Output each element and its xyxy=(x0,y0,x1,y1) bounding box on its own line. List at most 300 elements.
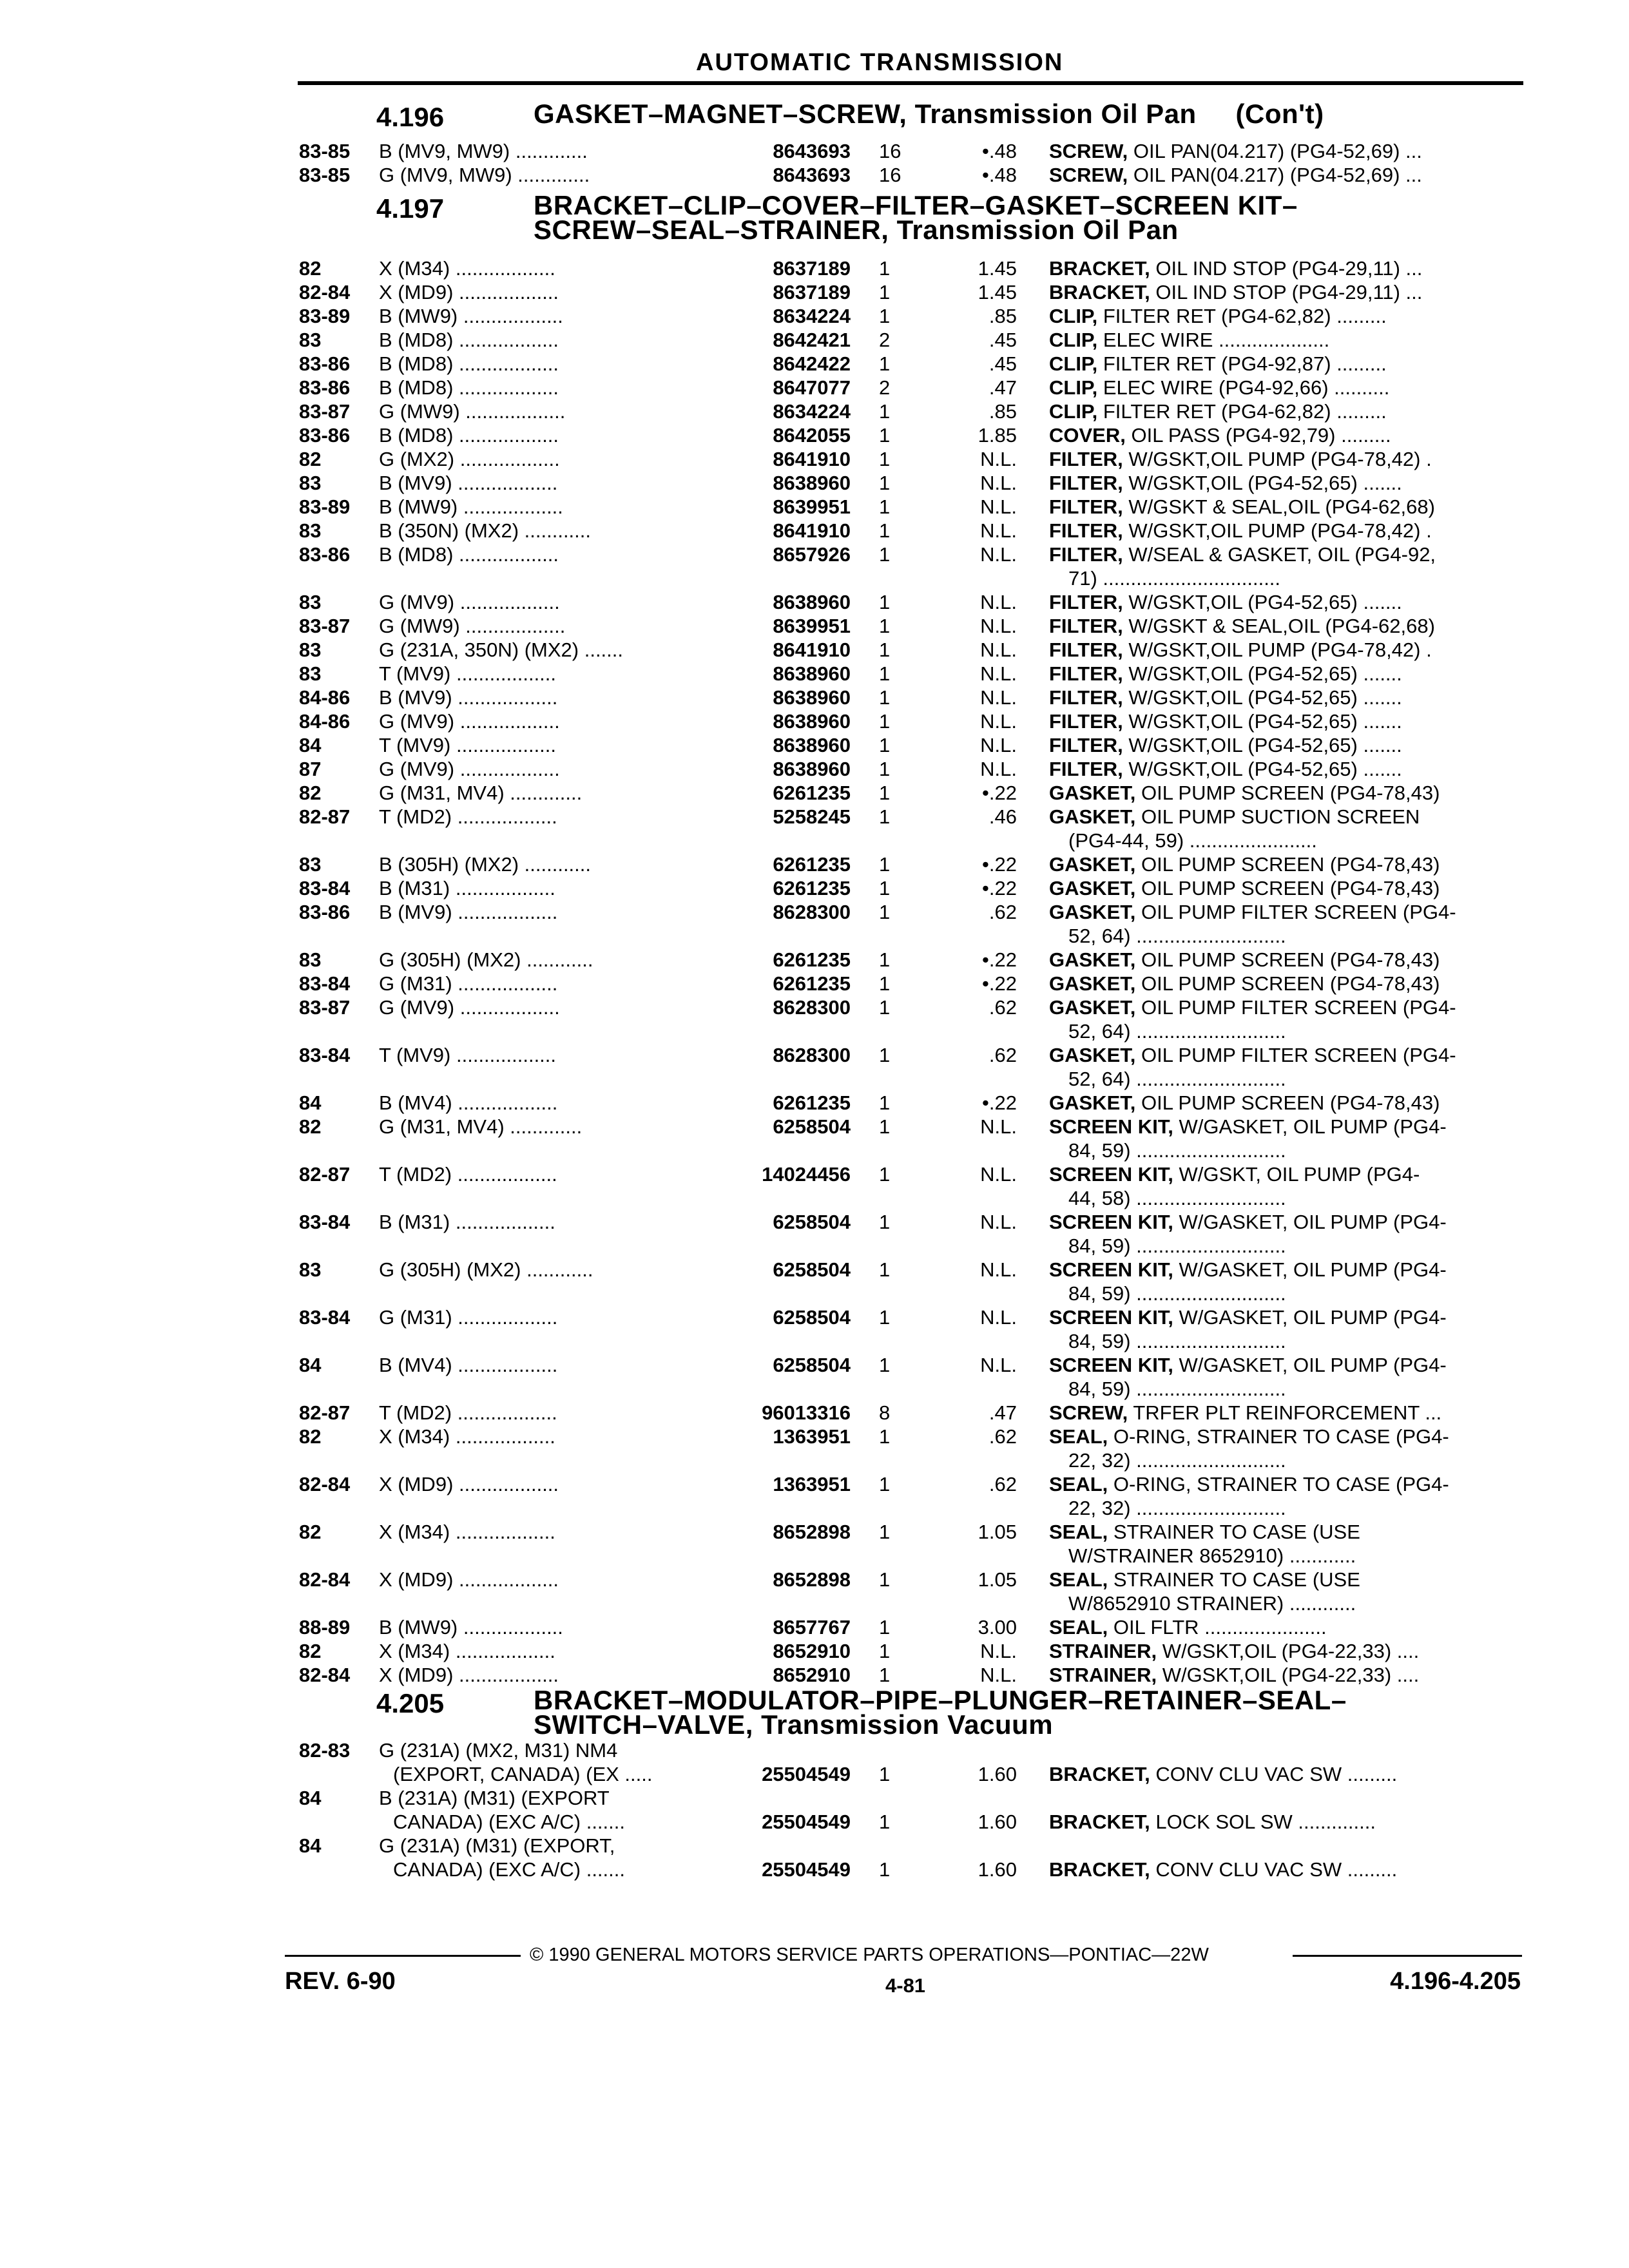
price: .47 xyxy=(988,376,1017,399)
parts-row xyxy=(0,900,1629,924)
quantity: 1 xyxy=(879,615,891,637)
footer-copyright: © 1990 GENERAL MOTORS SERVICE PARTS OPERATIONS—PONTIAC—22W xyxy=(530,1945,1209,1965)
description-continuation-text: 84, 59) ........................... xyxy=(1068,1235,1286,1257)
parts-row-continuation xyxy=(0,1810,1629,1834)
description xyxy=(1049,1258,1447,1282)
parts-row xyxy=(0,1401,1629,1425)
application: G (MV9, MW9) ............. xyxy=(379,164,590,186)
parts-row xyxy=(0,1615,1629,1639)
parts-row xyxy=(0,304,1629,328)
parts-row xyxy=(0,519,1629,543)
price: N.L. xyxy=(980,1306,1017,1329)
model-years: 82 xyxy=(299,1115,322,1138)
description-detail: TRFER PLT REINFORCEMENT ... xyxy=(1128,1401,1442,1424)
description-detail: OIL PUMP SCREEN (PG4-78,43) xyxy=(1135,972,1440,995)
section-number: 4.196 xyxy=(376,102,445,132)
quantity: 1 xyxy=(879,1858,891,1881)
description-name: CLIP, xyxy=(1049,400,1098,423)
parts-row xyxy=(0,590,1629,614)
description-continuation-text: 84, 59) ........................... xyxy=(1068,1330,1286,1352)
description xyxy=(1049,709,1402,733)
description-name: FILTER, xyxy=(1049,758,1123,780)
description-continuation xyxy=(0,1234,1629,1258)
description-detail: W/GSKT,OIL (PG4-52,65) ....... xyxy=(1123,591,1402,613)
price: N.L. xyxy=(980,1115,1017,1138)
description-name: FILTER, xyxy=(1049,543,1123,566)
model-years: 83-84 xyxy=(299,1211,351,1233)
price: N.L. xyxy=(980,1664,1017,1686)
quantity: 1 xyxy=(879,1211,891,1233)
application: G (M31) .................. xyxy=(379,1306,558,1329)
description-name: GASKET, xyxy=(1049,948,1136,971)
price: .45 xyxy=(988,352,1017,375)
description-continuation-text: 84, 59) ........................... xyxy=(1068,1139,1286,1162)
part-number: 6258504 xyxy=(773,1115,851,1138)
parts-row xyxy=(0,733,1629,757)
part-number: 8642422 xyxy=(773,352,851,375)
description xyxy=(1049,163,1422,187)
description-name: GASKET, xyxy=(1049,901,1136,923)
part-number: 96013316 xyxy=(762,1401,851,1424)
parts-row xyxy=(0,1786,1629,1810)
description-name: FILTER, xyxy=(1049,686,1123,709)
price: N.L. xyxy=(980,639,1017,661)
description xyxy=(1049,995,1456,1019)
parts-row xyxy=(0,1738,1629,1762)
description xyxy=(1049,1858,1397,1881)
quantity: 1 xyxy=(879,1044,891,1066)
quantity: 1 xyxy=(879,805,891,828)
application: B (MW9) .................. xyxy=(379,305,563,327)
application: B (MW9) .................. xyxy=(379,495,563,518)
quantity: 1 xyxy=(879,1811,891,1833)
description-continuation-text: 44, 58) ........................... xyxy=(1068,1187,1286,1209)
parts-row xyxy=(0,709,1629,733)
application: X (MD9) .................. xyxy=(379,1568,559,1591)
parts-row xyxy=(0,948,1629,972)
part-number: 6261235 xyxy=(773,853,851,876)
parts-row xyxy=(0,781,1629,805)
application: B (MD8) .................. xyxy=(379,329,559,351)
parts-row xyxy=(0,1305,1629,1329)
description-detail: ELEC WIRE .................... xyxy=(1097,329,1330,351)
application: T (MD2) .................. xyxy=(379,1163,557,1186)
price: N.L. xyxy=(980,1258,1017,1281)
application: T (MD2) .................. xyxy=(379,1401,557,1424)
application: B (MV4) .................. xyxy=(379,1091,558,1114)
description-detail: W/GSKT,OIL (PG4-52,65) ....... xyxy=(1123,734,1402,756)
description xyxy=(1049,733,1402,757)
section-number: 4.205 xyxy=(376,1688,445,1718)
description-detail: OIL IND STOP (PG4-29,11) ... xyxy=(1150,257,1423,280)
part-number: 6261235 xyxy=(773,948,851,971)
description-detail: OIL PUMP SCREEN (PG4-78,43) xyxy=(1135,782,1440,804)
part-number: 1363951 xyxy=(773,1425,851,1448)
description-continuation xyxy=(0,1591,1629,1615)
parts-row xyxy=(0,1043,1629,1067)
application: B (MD8) .................. xyxy=(379,424,559,447)
part-number: 8634224 xyxy=(773,400,851,423)
description-detail: FILTER RET (PG4-62,82) ......... xyxy=(1097,400,1387,423)
description-detail: OIL FLTR ...................... xyxy=(1108,1616,1327,1639)
quantity: 1 xyxy=(879,400,891,423)
description-continuation xyxy=(0,1186,1629,1210)
description xyxy=(1049,471,1402,495)
description-continuation-text: 22, 32) ........................... xyxy=(1068,1449,1286,1472)
parts-row xyxy=(0,1091,1629,1115)
quantity: 1 xyxy=(879,948,891,971)
description-continuation xyxy=(0,924,1629,948)
description-detail: LOCK SOL SW .............. xyxy=(1150,1811,1376,1833)
quantity: 1 xyxy=(879,662,891,685)
parts-row xyxy=(0,1520,1629,1544)
quantity: 8 xyxy=(879,1401,891,1424)
application: G (M31, MV4) ............. xyxy=(379,1115,583,1138)
quantity: 1 xyxy=(879,877,891,899)
part-number: 8628300 xyxy=(773,901,851,923)
price: •.22 xyxy=(982,948,1017,971)
description-name: SCREW, xyxy=(1049,140,1128,162)
model-years: 84-86 xyxy=(299,686,351,709)
quantity: 1 xyxy=(879,472,891,494)
application: B (MD8) .................. xyxy=(379,376,559,399)
quantity: 1 xyxy=(879,1521,891,1543)
description-detail: OIL PAN(04.217) (PG4-52,69) ... xyxy=(1128,140,1422,162)
description-continuation xyxy=(0,1019,1629,1043)
description xyxy=(1049,590,1402,614)
description-name: SCREEN KIT, xyxy=(1049,1258,1173,1281)
quantity: 1 xyxy=(879,639,891,661)
part-number: 8641910 xyxy=(773,519,851,542)
quantity: 1 xyxy=(879,734,891,756)
part-number: 25504549 xyxy=(762,1858,851,1881)
description-detail: OIL PUMP SCREEN (PG4-78,43) xyxy=(1135,948,1440,971)
price: 1.60 xyxy=(978,1763,1017,1785)
application: G (MW9) .................. xyxy=(379,400,566,423)
description-continuation-text: 52, 64) ........................... xyxy=(1068,1020,1286,1043)
application: B (MD8) .................. xyxy=(379,352,559,375)
quantity: 1 xyxy=(879,1354,891,1376)
part-number: 5258245 xyxy=(773,805,851,828)
model-years: 83-86 xyxy=(299,543,351,566)
application: B (305H) (MX2) ............ xyxy=(379,853,592,876)
description-name: GASKET, xyxy=(1049,972,1136,995)
price: .62 xyxy=(988,901,1017,923)
parts-row xyxy=(0,1472,1629,1496)
part-number: 8639951 xyxy=(773,495,851,518)
description-detail: OIL PUMP SUCTION SCREEN xyxy=(1135,805,1420,828)
parts-row xyxy=(0,280,1629,304)
part-number: 8628300 xyxy=(773,996,851,1019)
description-name: GASKET, xyxy=(1049,805,1136,828)
description xyxy=(1049,543,1436,566)
description xyxy=(1049,805,1420,829)
model-years: 84 xyxy=(299,1091,322,1114)
quantity: 1 xyxy=(879,257,891,280)
description-detail: O-RING, STRAINER TO CASE (PG4- xyxy=(1108,1425,1449,1448)
price: .45 xyxy=(988,329,1017,351)
model-years: 82 xyxy=(299,448,322,470)
part-number: 8643693 xyxy=(773,164,851,186)
price: .85 xyxy=(988,305,1017,327)
price: •.22 xyxy=(982,877,1017,899)
description-detail: W/GSKT,OIL (PG4-52,65) ....... xyxy=(1123,472,1402,494)
part-number: 8638960 xyxy=(773,591,851,613)
section-title: BRACKET–CLIP–COVER–FILTER–GASKET–SCREEN KIT– xyxy=(534,190,1298,220)
description-detail: OIL PUMP FILTER SCREEN (PG4- xyxy=(1135,1044,1456,1066)
quantity: 1 xyxy=(879,686,891,709)
model-years: 82-84 xyxy=(299,281,351,303)
description xyxy=(1049,1425,1449,1448)
model-years: 82-84 xyxy=(299,1568,351,1591)
part-number: 8638960 xyxy=(773,472,851,494)
quantity: 1 xyxy=(879,519,891,542)
description-detail: ELEC WIRE (PG4-92,66) .......... xyxy=(1097,376,1390,399)
description-name: GASKET, xyxy=(1049,1044,1136,1066)
description-detail: CONV CLU VAC SW ......... xyxy=(1150,1763,1398,1785)
price: 1.05 xyxy=(978,1521,1017,1543)
quantity: 1 xyxy=(879,996,891,1019)
description xyxy=(1049,1043,1456,1067)
parts-row xyxy=(0,495,1629,519)
application: B (MV9) .................. xyxy=(379,472,558,494)
part-number: 8652898 xyxy=(773,1521,851,1543)
part-number: 14024456 xyxy=(762,1163,851,1186)
application-continuation: CANADA) (EXC A/C) ....... xyxy=(393,1811,625,1833)
model-years: 83-89 xyxy=(299,495,351,518)
description xyxy=(1049,139,1422,163)
part-number: 8638960 xyxy=(773,710,851,733)
part-number: 8638960 xyxy=(773,758,851,780)
description xyxy=(1049,876,1440,900)
price: N.L. xyxy=(980,1211,1017,1233)
application: X (M34) .................. xyxy=(379,1521,555,1543)
parts-row xyxy=(0,471,1629,495)
description-name: FILTER, xyxy=(1049,519,1123,542)
part-number: 25504549 xyxy=(762,1811,851,1833)
description-detail: OIL IND STOP (PG4-29,11) ... xyxy=(1150,281,1423,303)
application: G (M31) .................. xyxy=(379,972,558,995)
model-years: 82-87 xyxy=(299,1163,351,1186)
application: X (MD9) .................. xyxy=(379,1473,559,1495)
part-number: 6261235 xyxy=(773,782,851,804)
model-years: 83 xyxy=(299,472,322,494)
description-name: FILTER, xyxy=(1049,734,1123,756)
model-years: 82-84 xyxy=(299,1664,351,1686)
description xyxy=(1049,614,1435,638)
quantity: 1 xyxy=(879,901,891,923)
price: •.22 xyxy=(982,782,1017,804)
model-years: 83 xyxy=(299,662,322,685)
application-continuation: (EXPORT, CANADA) (EX ..... xyxy=(393,1763,653,1785)
description-continuation xyxy=(0,1496,1629,1520)
part-number: 8657926 xyxy=(773,543,851,566)
price: N.L. xyxy=(980,543,1017,566)
parts-row xyxy=(0,614,1629,638)
price: 1.60 xyxy=(978,1811,1017,1833)
parts-row xyxy=(0,662,1629,686)
price: N.L. xyxy=(980,1163,1017,1186)
quantity: 1 xyxy=(879,352,891,375)
description-name: SCREW, xyxy=(1049,164,1128,186)
description xyxy=(1049,352,1387,376)
description-continuation xyxy=(0,566,1629,590)
parts-row xyxy=(0,638,1629,662)
quantity: 1 xyxy=(879,1306,891,1329)
parts-row-continuation xyxy=(0,1762,1629,1786)
model-years: 83 xyxy=(299,519,322,542)
parts-row xyxy=(0,543,1629,566)
quantity: 1 xyxy=(879,710,891,733)
model-years: 83 xyxy=(299,853,322,876)
price: N.L. xyxy=(980,615,1017,637)
model-years: 84-86 xyxy=(299,710,351,733)
description xyxy=(1049,399,1387,423)
description xyxy=(1049,304,1387,328)
description-detail: OIL PUMP SCREEN (PG4-78,43) xyxy=(1135,877,1440,899)
parts-row xyxy=(0,1115,1629,1139)
description xyxy=(1049,948,1440,972)
description-detail: W/GASKET, OIL PUMP (PG4- xyxy=(1173,1306,1447,1329)
quantity: 1 xyxy=(879,281,891,303)
description xyxy=(1049,519,1432,543)
model-years: 83-86 xyxy=(299,376,351,399)
model-years: 83 xyxy=(299,591,322,613)
parts-row xyxy=(0,352,1629,376)
price: N.L. xyxy=(980,758,1017,780)
description-detail: STRAINER TO CASE (USE xyxy=(1108,1521,1360,1543)
quantity: 2 xyxy=(879,329,891,351)
description-name: GASKET, xyxy=(1049,996,1136,1019)
description xyxy=(1049,757,1402,781)
footer-rule-right xyxy=(1293,1955,1522,1957)
model-years: 83-85 xyxy=(299,164,351,186)
model-years: 82-87 xyxy=(299,1401,351,1424)
description-continuation-text: 71) ................................ xyxy=(1068,567,1281,590)
description-detail: W/GSKT,OIL (PG4-52,65) ....... xyxy=(1123,686,1402,709)
model-years: 83 xyxy=(299,1258,322,1281)
model-years: 82-87 xyxy=(299,805,351,828)
parts-row xyxy=(0,1834,1629,1858)
part-number: 6261235 xyxy=(773,972,851,995)
parts-row xyxy=(0,995,1629,1019)
footer-revision: REV. 6-90 xyxy=(285,1968,396,1995)
part-number: 8637189 xyxy=(773,281,851,303)
description xyxy=(1049,1520,1360,1544)
quantity: 1 xyxy=(879,1616,891,1639)
quantity: 1 xyxy=(879,591,891,613)
parts-row xyxy=(0,423,1629,447)
application: X (MD9) .................. xyxy=(379,281,559,303)
model-years: 84 xyxy=(299,1834,322,1857)
section-number: 4.197 xyxy=(376,193,445,224)
application: G (MW9) .................. xyxy=(379,615,566,637)
description-continuation-text: 84, 59) ........................... xyxy=(1068,1282,1286,1305)
description-detail: W/GASKET, OIL PUMP (PG4- xyxy=(1173,1258,1447,1281)
model-years: 83 xyxy=(299,639,322,661)
price: 1.60 xyxy=(978,1858,1017,1881)
part-number: 6258504 xyxy=(773,1306,851,1329)
description xyxy=(1049,1401,1441,1425)
quantity: 1 xyxy=(879,1091,891,1114)
description-name: SCREEN KIT, xyxy=(1049,1306,1173,1329)
price: •.48 xyxy=(982,164,1017,186)
application: B (MD8) .................. xyxy=(379,543,559,566)
quantity: 1 xyxy=(879,305,891,327)
parts-row xyxy=(0,1258,1629,1282)
quantity: 1 xyxy=(879,1115,891,1138)
parts-row xyxy=(0,876,1629,900)
description-detail: W/GSKT,OIL (PG4-52,65) ....... xyxy=(1123,710,1402,733)
price: N.L. xyxy=(980,448,1017,470)
description-name: CLIP, xyxy=(1049,376,1098,399)
description-name: CLIP, xyxy=(1049,305,1098,327)
description-continuation-text: 22, 32) ........................... xyxy=(1068,1497,1286,1519)
description-name: BRACKET, xyxy=(1049,257,1150,280)
description-name: SCREW, xyxy=(1049,1401,1128,1424)
description-name: SCREEN KIT, xyxy=(1049,1354,1173,1376)
model-years: 82-84 xyxy=(299,1473,351,1495)
description-detail: W/GSKT,OIL PUMP (PG4-78,42) . xyxy=(1123,519,1432,542)
model-years: 83-85 xyxy=(299,140,351,162)
model-years: 83-84 xyxy=(299,877,351,899)
description-name: BRACKET, xyxy=(1049,281,1150,303)
parts-row xyxy=(0,1663,1629,1687)
model-years: 83-84 xyxy=(299,972,351,995)
description-continuation xyxy=(0,1377,1629,1401)
parts-row xyxy=(0,447,1629,471)
parts-row xyxy=(0,376,1629,399)
price: •.22 xyxy=(982,853,1017,876)
description-name: CLIP, xyxy=(1049,329,1098,351)
quantity: 16 xyxy=(879,164,901,186)
price: N.L. xyxy=(980,1354,1017,1376)
quantity: 1 xyxy=(879,1640,891,1662)
quantity: 1 xyxy=(879,1664,891,1686)
price: 1.45 xyxy=(978,281,1017,303)
part-number: 6258504 xyxy=(773,1258,851,1281)
application: G (MX2) .................. xyxy=(379,448,560,470)
description xyxy=(1049,662,1402,686)
quantity: 1 xyxy=(879,1258,891,1281)
parts-row xyxy=(0,1353,1629,1377)
description xyxy=(1049,900,1456,924)
section-title: SCREW–SEAL–STRAINER, Transmission Oil Pan xyxy=(534,215,1179,245)
model-years: 87 xyxy=(299,758,322,780)
description-detail: W/GASKET, OIL PUMP (PG4- xyxy=(1173,1211,1447,1233)
quantity: 1 xyxy=(879,424,891,447)
application: G (231A, 350N) (MX2) ....... xyxy=(379,639,624,661)
description xyxy=(1049,495,1435,519)
application: B (350N) (MX2) ............ xyxy=(379,519,592,542)
description xyxy=(1049,1210,1447,1234)
application: B (MW9) .................. xyxy=(379,1616,563,1639)
description-detail: FILTER RET (PG4-92,87) ......... xyxy=(1097,352,1387,375)
price: N.L. xyxy=(980,519,1017,542)
description-continuation-text: W/8652910 STRAINER) ............ xyxy=(1068,1592,1356,1615)
description-name: FILTER, xyxy=(1049,710,1123,733)
parts-row xyxy=(0,686,1629,709)
model-years: 84 xyxy=(299,734,322,756)
model-years: 82 xyxy=(299,1521,322,1543)
part-number: 8638960 xyxy=(773,686,851,709)
description xyxy=(1049,1810,1376,1834)
description-continuation xyxy=(0,1544,1629,1568)
application: T (MV9) .................. xyxy=(379,734,557,756)
parts-row xyxy=(0,399,1629,423)
model-years: 83-84 xyxy=(299,1044,351,1066)
price: •.22 xyxy=(982,972,1017,995)
